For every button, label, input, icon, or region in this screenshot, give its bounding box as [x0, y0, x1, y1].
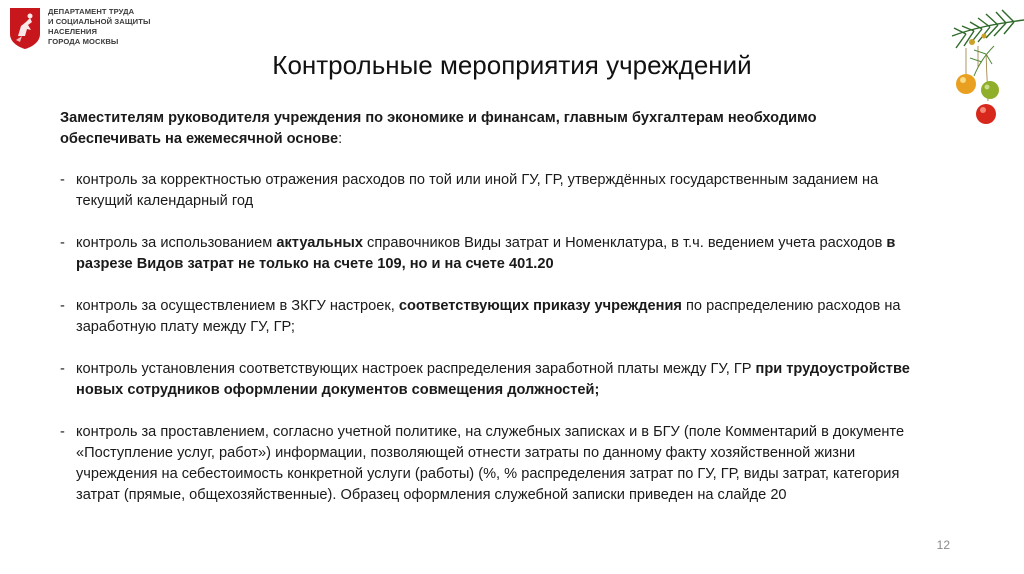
item-text: контроль установления соответствующих настроек распределения заработной платы между ГУ, ГР [76, 361, 756, 377]
item-text: контроль за проставлением, согласно учетной политике, на служебных записках и в БГУ (поле Комментарий в документе «Поступление услуг, работ») информации, позволяющей отнести затраты по данному факту хозяйственной жизни учреждения на себестоимость конкретной услуги (работы) (%, % распределения затрат по ГУ, ГР, виды затрат, категория затрат (прямые, общехозяйственные). Образец оформления служебной записки приведен на слайде 20 [76, 424, 905, 503]
item-text: контроль за корректностью отражения расходов по той или иной ГУ, ГР, утверждённых государственным заданием на текущий календарный год [76, 172, 879, 209]
list-item [60, 422, 910, 506]
list-dash: - [60, 361, 65, 377]
intro-tail: : [338, 131, 343, 147]
slide-title: Контрольные мероприятия учреждений [272, 50, 752, 80]
list-dash: - [60, 172, 65, 188]
list-item [60, 359, 910, 401]
org-line: НАСЕЛЕНИЯ [48, 27, 98, 36]
department-logo [8, 6, 168, 54]
intro-paragraph [60, 108, 910, 150]
item-text: контроль за использованием [76, 235, 277, 251]
intro-bold-text: Заместителям руководителя учреждения по экономике и финансам, главным бухгалтерам необходимо обеспечивать на ежемесячной основе [60, 110, 817, 147]
item-text: справочников Виды затрат и Номенклатура, в т.ч. ведением учета расходов [363, 235, 887, 251]
slide-body [60, 108, 910, 527]
organization-name [48, 7, 173, 47]
org-line: ГОРОДА МОСКВЫ [48, 37, 119, 46]
item-bold-text: в разрезе Видов затрат не только на счете 109, но и на счете 401.20 [76, 235, 896, 272]
list-dash: - [60, 298, 65, 314]
list-item [60, 296, 910, 338]
item-bold-text: при трудоустройстве новых сотрудников оформлении документов совмещения должностей; [76, 361, 910, 398]
item-text: контроль за осуществлением в ЗКГУ настроек, [76, 298, 399, 314]
org-line: И СОЦИАЛЬНОЙ ЗАЩИТЫ [48, 17, 151, 26]
item-text: по распределению расходов на заработную плату между ГУ, ГР; [76, 298, 901, 335]
list-item [60, 233, 910, 275]
list-dash: - [60, 235, 65, 251]
list-dash: - [60, 424, 65, 440]
list-item [60, 170, 910, 212]
item-bold-text: актуальных [276, 235, 363, 251]
org-line: ДЕПАРТАМЕНТ ТРУДА [48, 7, 135, 16]
item-bold-text: соответствующих приказу учреждения [398, 298, 682, 314]
moscow-coat-of-arms-icon [8, 6, 42, 50]
page-number: 12 [936, 538, 950, 552]
